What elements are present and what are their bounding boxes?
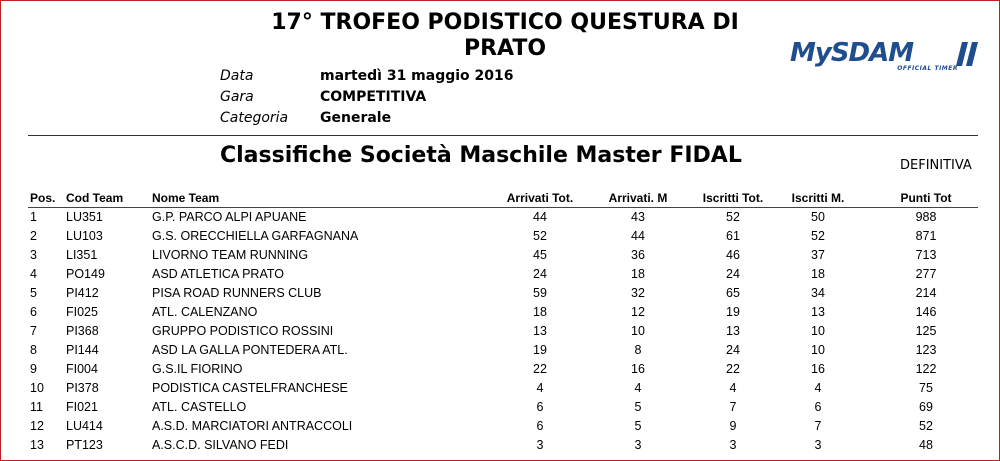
cell-arrivati-tot: 22: [533, 362, 547, 376]
cell-code: FI025: [66, 305, 98, 319]
cell-arrivati-m: 5: [634, 419, 642, 433]
cell-arrivati-tot: 6: [536, 419, 544, 433]
cell-iscritti-m: 50: [811, 210, 825, 224]
col-arrivati-m: Arrivati. M: [608, 191, 668, 205]
cell-punti: 125: [915, 324, 937, 338]
cell-iscritti-tot: 52: [726, 210, 740, 224]
cell-punti: 122: [915, 362, 937, 376]
table-row: [0, 380, 1000, 399]
cell-iscritti-tot: 19: [726, 305, 740, 319]
cell-punti: 123: [915, 343, 937, 357]
cell-iscritti-tot: 9: [729, 419, 737, 433]
col-iscritti-m: Iscritti M.: [791, 191, 845, 205]
cell-iscritti-m: 6: [814, 400, 822, 414]
cell-arrivati-tot: 18: [533, 305, 547, 319]
cell-pos: 10: [30, 381, 44, 395]
cell-name: G.S.IL FIORINO: [152, 362, 243, 376]
cell-arrivati-tot: 19: [533, 343, 547, 357]
cell-arrivati-tot: 59: [533, 286, 547, 300]
cell-arrivati-tot: 13: [533, 324, 547, 338]
cell-pos: 13: [30, 438, 44, 452]
cell-arrivati-tot: 45: [533, 248, 547, 262]
cell-code: PT123: [66, 438, 103, 452]
mysdam-logo: [790, 38, 980, 74]
table-row: [0, 342, 1000, 361]
cell-iscritti-tot: 22: [726, 362, 740, 376]
divider: [28, 135, 978, 136]
cell-iscritti-m: 7: [814, 419, 822, 433]
cell-punti: 52: [919, 419, 933, 433]
table-row: [0, 361, 1000, 380]
cell-arrivati-tot: 52: [533, 229, 547, 243]
event-title: 17° TROFEO PODISTICO QUESTURA DI PRATO: [271, 10, 739, 61]
cell-name: ASD LA GALLA PONTEDERA ATL.: [152, 343, 348, 357]
cell-code: LU414: [66, 419, 103, 433]
cell-punti: 48: [919, 438, 933, 452]
cell-arrivati-m: 44: [631, 229, 645, 243]
cell-punti: 146: [915, 305, 937, 319]
cell-iscritti-tot: 65: [726, 286, 740, 300]
logo-brand: MySDAM: [790, 38, 914, 68]
cell-punti: 75: [919, 381, 933, 395]
table-row: [0, 399, 1000, 418]
cell-punti: 69: [919, 400, 933, 414]
cell-iscritti-m: 18: [811, 267, 825, 281]
cell-arrivati-m: 10: [631, 324, 645, 338]
table-row: [0, 228, 1000, 247]
cell-name: A.S.C.D. SILVANO FEDI: [152, 438, 289, 452]
cell-code: PI144: [66, 343, 99, 357]
cell-name: LIVORNO TEAM RUNNING: [152, 248, 309, 262]
cell-iscritti-m: 13: [811, 305, 825, 319]
meta-value: Generale: [320, 110, 392, 126]
meta-label: Gara: [220, 89, 254, 105]
cell-pos: 11: [30, 400, 43, 414]
col-arrivati-tot: Arrivati Tot.: [506, 191, 574, 205]
cell-code: PI412: [66, 286, 99, 300]
cell-iscritti-tot: 46: [726, 248, 740, 262]
cell-code: FI004: [66, 362, 98, 376]
meta-label: Data: [220, 68, 254, 84]
table-row: [0, 437, 1000, 456]
cell-name: ATL. CASTELLO: [152, 400, 247, 414]
cell-code: LU351: [66, 210, 103, 224]
cell-name: GRUPPO PODISTICO ROSSINI: [152, 324, 334, 338]
meta-value: martedì 31 maggio 2016: [320, 68, 514, 84]
cell-name: ASD ATLETICA PRATO: [152, 267, 284, 281]
cell-pos: 1: [30, 210, 37, 224]
cell-name: PISA ROAD RUNNERS CLUB: [152, 286, 322, 300]
cell-iscritti-tot: 7: [729, 400, 737, 414]
cell-pos: 7: [30, 324, 37, 338]
cell-name: ATL. CALENZANO: [152, 305, 258, 319]
status-badge: DEFINITIVA: [900, 158, 972, 173]
cell-arrivati-m: 12: [631, 305, 645, 319]
cell-arrivati-m: 43: [631, 210, 645, 224]
table-row: [0, 247, 1000, 266]
cell-arrivati-m: 36: [631, 248, 645, 262]
cell-arrivati-m: 4: [634, 381, 642, 395]
cell-arrivati-tot: 44: [533, 210, 547, 224]
cell-arrivati-m: 3: [634, 438, 642, 452]
cell-iscritti-m: 10: [811, 324, 825, 338]
table-header: [0, 190, 1000, 206]
cell-pos: 12: [30, 419, 44, 433]
col-iscritti-tot: Iscritti Tot.: [702, 191, 764, 205]
meta-label: Categoria: [220, 110, 289, 126]
cell-arrivati-m: 5: [634, 400, 642, 414]
cell-pos: 2: [30, 229, 37, 243]
cell-iscritti-tot: 24: [726, 267, 740, 281]
cell-code: PO149: [66, 267, 105, 281]
cell-arrivati-m: 32: [631, 286, 645, 300]
cell-code: PI378: [66, 381, 99, 395]
cell-code: LI351: [66, 248, 98, 262]
cell-arrivati-m: 18: [631, 267, 645, 281]
cell-code: PI368: [66, 324, 99, 338]
cell-pos: 3: [30, 248, 37, 262]
table-row: [0, 323, 1000, 342]
cell-punti: 988: [915, 210, 937, 224]
cell-punti: 214: [915, 286, 937, 300]
cell-iscritti-tot: 24: [726, 343, 740, 357]
cell-punti: 713: [915, 248, 937, 262]
cell-name: PODISTICA CASTELFRANCHESE: [152, 381, 348, 395]
cell-iscritti-m: 34: [811, 286, 825, 300]
cell-iscritti-tot: 61: [726, 229, 740, 243]
stripes-icon: [956, 40, 980, 68]
cell-name: A.S.D. MARCIATORI ANTRACCOLI: [152, 419, 353, 433]
cell-iscritti-m: 37: [811, 248, 825, 262]
col-name: Nome Team: [152, 191, 220, 205]
table-row: [0, 285, 1000, 304]
ranking-heading: Classifiche Società Maschile Master FIDAL: [220, 143, 742, 168]
cell-arrivati-m: 8: [634, 343, 642, 357]
col-punti: Punti Tot: [900, 191, 952, 205]
cell-punti: 871: [915, 229, 937, 243]
cell-iscritti-tot: 3: [729, 438, 737, 452]
cell-pos: 4: [30, 267, 37, 281]
header-underline: [28, 207, 978, 208]
cell-name: G.S. ORECCHIELLA GARFAGNANA: [152, 229, 359, 243]
cell-name: G.P. PARCO ALPI APUANE: [152, 210, 307, 224]
cell-pos: 5: [30, 286, 37, 300]
cell-pos: 6: [30, 305, 37, 319]
cell-arrivati-tot: 24: [533, 267, 547, 281]
cell-pos: 9: [30, 362, 37, 376]
cell-iscritti-tot: 13: [726, 324, 740, 338]
cell-iscritti-m: 10: [811, 343, 825, 357]
cell-pos: 8: [30, 343, 37, 357]
cell-punti: 277: [915, 267, 937, 281]
table-row: [0, 209, 1000, 228]
cell-arrivati-m: 16: [631, 362, 645, 376]
col-pos: Pos.: [30, 191, 56, 205]
cell-code: FI021: [66, 400, 98, 414]
cell-iscritti-m: 4: [814, 381, 822, 395]
table-row: [0, 418, 1000, 437]
cell-arrivati-tot: 4: [536, 381, 544, 395]
table-row: [0, 266, 1000, 285]
cell-iscritti-m: 16: [811, 362, 825, 376]
col-code: Cod Team: [66, 191, 124, 205]
table-row: [0, 304, 1000, 323]
cell-arrivati-tot: 3: [536, 438, 544, 452]
cell-arrivati-tot: 6: [536, 400, 544, 414]
cell-iscritti-m: 3: [814, 438, 822, 452]
cell-iscritti-m: 52: [811, 229, 825, 243]
logo-tagline: OFFICIAL TIMER: [897, 65, 958, 72]
cell-iscritti-tot: 4: [729, 381, 737, 395]
meta-value: COMPETITIVA: [320, 89, 427, 105]
table-body: [0, 209, 1000, 456]
cell-code: LU103: [66, 229, 103, 243]
